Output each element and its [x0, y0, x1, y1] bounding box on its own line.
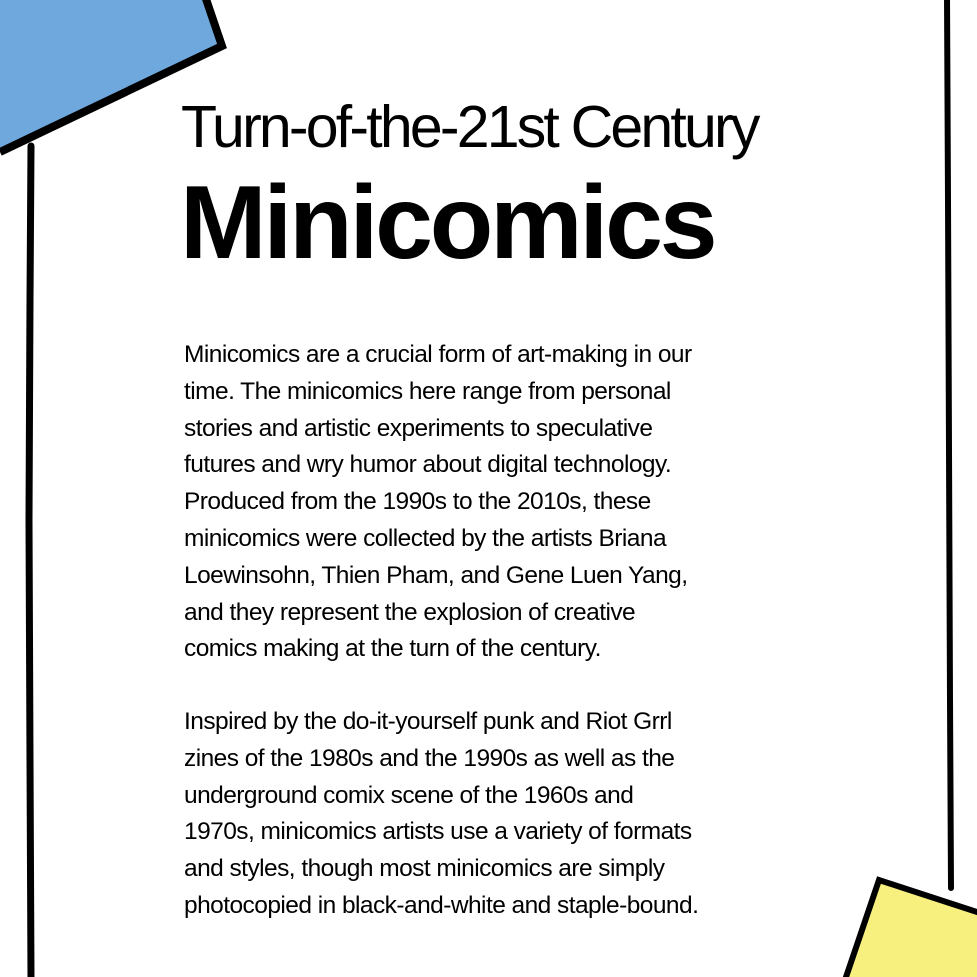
paragraph-line: underground comix scene of the 1960s and: [184, 781, 634, 809]
paragraph-line: zines of the 1980s and the 1990s as well as the: [184, 744, 675, 772]
paragraph-line: futures and wry humor about digital technology.: [184, 451, 672, 479]
paragraph-line: Minicomics are a crucial form of art-making in our: [184, 341, 692, 368]
paragraph-line: and styles, though most minicomics are simply: [184, 855, 665, 883]
paragraph-line: minicomics were collected by the artists Briana: [184, 524, 667, 552]
paragraph-line: Inspired by the do-it-yourself punk and Riot Grrl: [184, 708, 672, 735]
title-line-2: Minicomics: [180, 165, 715, 281]
paragraph-line: 1970s, minicomics artists use a variety of formats: [184, 818, 692, 846]
paragraph-line: and they represent the explosion of creative: [184, 598, 636, 626]
paragraph-intro: [184, 337, 824, 668]
left-border-line: [29, 146, 31, 977]
right-border-line: [947, 0, 951, 888]
paragraph-line: comics making at the turn of the century.: [184, 635, 601, 663]
paragraph-inspiration: [184, 704, 824, 925]
paragraph-line: stories and artistic experiments to speculative: [184, 414, 653, 442]
paragraph-line: time. The minicomics here range from personal: [184, 377, 671, 405]
paragraph-line: Loewinsohn, Thien Pham, and Gene Luen Yang,: [184, 561, 688, 589]
title-line-1: Turn-of-the-21st Century: [181, 94, 758, 160]
paragraph-line: photocopied in black-and-white and staple-bound.: [184, 891, 699, 919]
paragraph-line: Produced from the 1990s to the 2010s, these: [184, 488, 651, 516]
